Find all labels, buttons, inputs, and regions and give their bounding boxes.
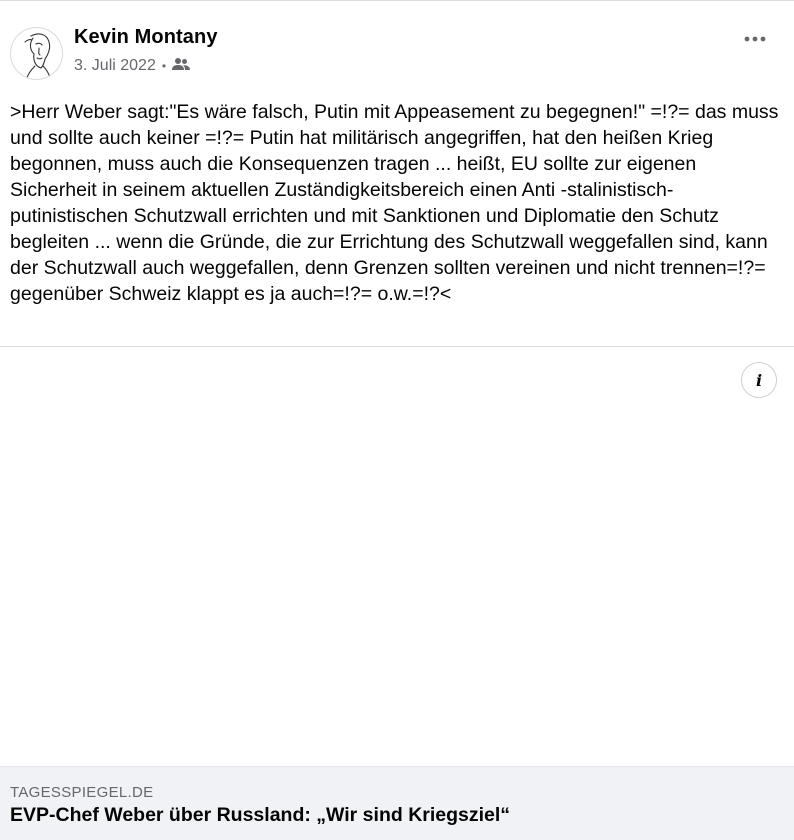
avatar-sketch-icon	[11, 28, 63, 80]
link-domain: TAGESSPIEGEL.DE	[10, 784, 154, 801]
meta-separator: •	[161, 59, 167, 73]
link-preview[interactable]	[0, 766, 794, 840]
avatar[interactable]	[10, 27, 63, 80]
post-meta	[74, 56, 190, 76]
top-divider	[0, 0, 794, 1]
post-text: >Herr Weber sagt:"Es wäre falsch, Putin mit Appeasement zu begegnen!" =!?= das muss und sollte auch keiner =!?= Putin hat militärisch angegriffen, hat den heißen Krieg begonnen, muss auch die Konsequenzen tragen ... heißt, EU sollte zur eigenen Sicherheit in seinem aktuellen Zuständigkeitsbereich einen Anti -stalinistisch- putinistischen Schutzwall errichten und mit Sanktionen und Diplomatie den Schutz begleiten ... wenn die Gründe, die zur Errichtung des Schutzwall weggefallen sind, kann der Schutzwall auch weggefallen, denn Grenzen sollten vereinen und nicht trennen=!?= gegenüber Schweiz klappt es ja auch=!?= o.w.=!?<	[10, 101, 784, 305]
media-area[interactable]	[0, 347, 794, 766]
more-options-icon[interactable]	[740, 27, 770, 51]
friends-icon	[172, 57, 190, 76]
info-icon: i	[755, 370, 763, 390]
author-name[interactable]: Kevin Montany	[74, 26, 218, 48]
post-date[interactable]: 3. Juli 2022	[74, 57, 156, 74]
info-button[interactable]	[741, 362, 777, 398]
post-header	[10, 25, 784, 81]
link-title[interactable]: EVP-Chef Weber über Russland: „Wir sind Kriegsziel“	[10, 804, 511, 826]
